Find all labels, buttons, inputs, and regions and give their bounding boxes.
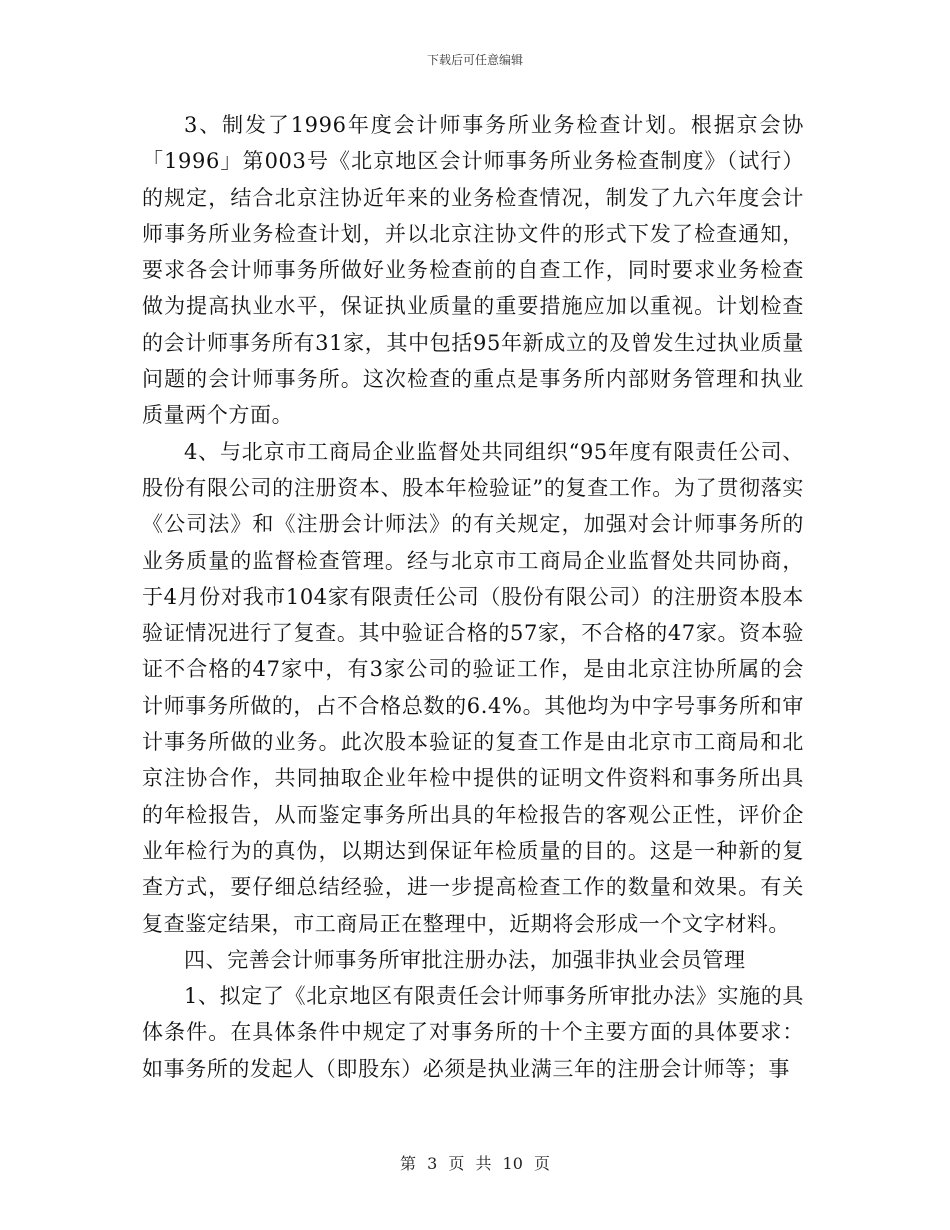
- page-number-footer: 第 3 页 共 10 页: [400, 1154, 550, 1173]
- paragraph-item-1: 1、拟定了《北京地区有限责任会计师事务所审批办法》实施的具体条件。在具体条件中规定了对事务所的十个主要方面的具体要求：如事务所的发起人（即股东）必须是执业满三年的注册会计师等；事: [142, 984, 804, 1081]
- page-header: 下载后可任意编辑: [426, 53, 523, 67]
- paragraph-item-3: 3、制发了1996年度会计师事务所业务检查计划。根据京会协「1996」第003号《北京地区会计师事务所业务检查制度》（试行）的规定，结合北京注协近年来的业务检查情况，制发了九六年度会计师事务所业务检查计划，并以北京注协文件的形式下发了检查通知，要求各会计师事务所做好业务检查前的自查工作，同时要求业务检查做为提高执业水平，保证执业质量的重要措施应加以重视。计划检查的会计师事务所有31家，其中包括95年新成立的及曾发生过执业质量问题的会计师事务所。这次检查的重点是事务所内部财务管理和执业质量两个方面。: [142, 113, 804, 428]
- document-body: [142, 107, 804, 1087]
- paragraph-item-4: 4、与北京市工商局企业监督处共同组织“95年度有限责任公司、股份有限公司的注册资本、股本年检验证”的复查工作。为了贯彻落实《公司法》和《注册会计师法》的有关规定，加强对会计师事务所的业务质量的监督检查管理。经与北京市工商局企业监督处共同协商，于4月份对我市104家有限责任公司（股份有限公司）的注册资本股本验证情况进行了复查。其中验证合格的57家，不合格的47家。资本验证不合格的47家中，有3家公司的验证工作，是由北京注协所属的会计师事务所做的，占不合格总数的6.4%。其他均为中字号事务所和审计事务所做的业务。此次股本验证的复查工作是由北京市工商局和北京注协合作，共同抽取企业年检中提供的证明文件资料和事务所出具的年检报告，从而鉴定事务所出具的年检报告的客观公正性，评价企业年检行为的真伪，以期达到保证年检质量的目的。这是一种新的复查方式，要仔细总结经验，进一步提高检查工作的数量和效果。有关复查鉴定结果，市工商局正在整理中，近期将会形成一个文字材料。: [142, 439, 804, 936]
- section-heading-4: 四、完善会计师事务所审批注册办法，加强非执业会员管理: [184, 947, 746, 972]
